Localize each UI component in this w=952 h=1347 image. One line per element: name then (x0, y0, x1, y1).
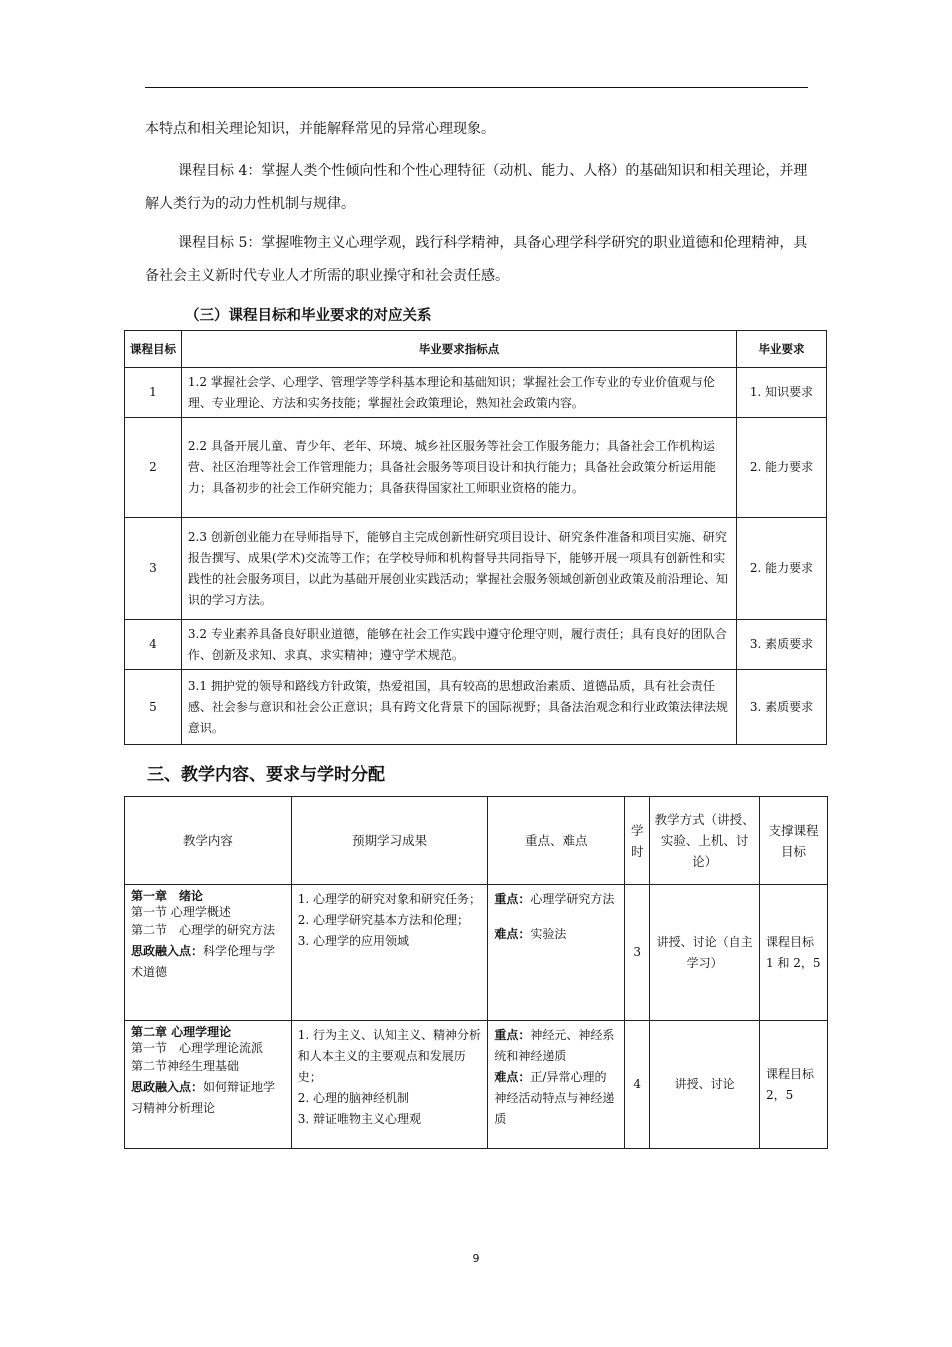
table-row (125, 670, 827, 745)
header-hours: 学时 (625, 797, 650, 885)
key-points-cell (488, 1021, 625, 1149)
indicator-text: 1.2 掌握社会学、心理学、管理学等学科基本理论和基础知识；掌握社会工作专业的专业价值观与伦理、专业理论、方法和实务技能；掌握社会政策理论，熟知社会政策内容。 (181, 368, 736, 418)
header-content: 教学内容 (125, 797, 292, 885)
outcome-cell (291, 885, 488, 1021)
indicator-text: 2.3 创新创业能力在导师指导下，能够自主完成创新性研究项目设计、研究条件准备和项目实施、研究报告撰写、成果(学术)交流等工作；在学校导师和机构督导共同指导下，能够开展一项具有创新性和实践性的社会服务项目，以此为基础开展创业实践活动；掌握社会服务领域创新创业政策及前沿理论、知识的学习方法。 (181, 518, 736, 620)
goal-requirement-table (124, 330, 827, 745)
header-key-points: 重点、难点 (488, 797, 625, 885)
hours-cell: 3 (625, 885, 650, 1021)
section-item: 第二节 心理学的研究方法 (131, 923, 276, 937)
intro-paragraph-1: 本特点和相关理论知识，并能解释常见的异常心理现象。 (145, 121, 495, 137)
indicator-text: 3.1 拥护党的领导和路线方针政策，热爱祖国，具有较高的思想政治素质、道德品质，具有社会责任感、社会参与意识和社会公正意识；具有跨文化背景下的国际视野；具备法治观念和行业政策法律法规意识。 (181, 670, 736, 745)
ideology-text: 如何辩证地学习精神分析理论 (131, 1080, 276, 1115)
outcome-item: 1. 心理学的研究对象和研究任务； (297, 892, 481, 906)
table-row (125, 368, 827, 418)
chapter-title: 第一章 绪论 (131, 889, 204, 903)
ideology-text: 科学伦理与学术道德 (131, 944, 276, 979)
intro-paragraph-goal-4: 课程目标 4：掌握人类个性倾向性和个性心理特征（动机、能力、人格）的基础知识和相关理论，并理解人类行为的动力性机制与规律。 (145, 163, 808, 212)
goal-number: 3 (125, 518, 182, 620)
table-header-row (125, 331, 827, 368)
table-row (125, 620, 827, 670)
table-header-row (125, 797, 828, 885)
table-row (125, 1021, 828, 1149)
indicator-text: 2.2 具备开展儿童、青少年、老年、环境、城乡社区服务等社会工作服务能力；具备社会工作机构运营、社区治理等社会工作管理能力；具备社会服务等项目设计和执行能力；具备社会政策分析运用能力；具备初步的社会工作研究能力；具备获得国家社工师职业资格的能力。 (181, 418, 736, 518)
chapter-title: 第二章 心理学理论 (131, 1025, 232, 1039)
section-heading: 三、教学内容、要求与学时分配 (147, 765, 385, 785)
method-cell: 讲授、讨论 (650, 1021, 760, 1149)
outcome-cell (291, 1021, 488, 1149)
mapping-heading: （三）课程目标和毕业要求的对应关系 (185, 308, 432, 324)
section-item: 第一节 心理学理论流派 (131, 1041, 264, 1055)
page-number: 9 (472, 1252, 480, 1265)
intro-paragraph-goal-5: 课程目标 5：掌握唯物主义心理学观，践行科学精神，具备心理学科学研究的职业道德和伦理精神，具备社会主义新时代专业人才所需的职业操守和社会责任感。 (145, 235, 808, 284)
hours-cell: 4 (625, 1021, 650, 1149)
requirement-text: 2. 能力要求 (737, 518, 827, 620)
outcome-item: 3. 心理学的应用领域 (297, 934, 409, 948)
key-label: 重点： (494, 1028, 531, 1042)
content-cell (125, 885, 292, 1021)
table-row (125, 885, 828, 1021)
difficult-text: 正/异常心理的神经活动特点与神经递质 (494, 1070, 615, 1126)
key-text: 心理学研究方法 (530, 892, 615, 906)
outcome-item: 3. 辩证唯物主义心理观 (297, 1112, 421, 1126)
key-points-cell (488, 885, 625, 1021)
header-goal: 课程目标 (125, 331, 182, 368)
outcome-item: 1. 行为主义、认知主义、精神分析和人本主义的主要观点和发展历史； (297, 1028, 481, 1084)
content-cell (125, 1021, 292, 1149)
header-requirement: 毕业要求 (737, 331, 827, 368)
header-outcome: 预期学习成果 (291, 797, 488, 885)
section-item: 第二节神经生理基础 (131, 1059, 240, 1073)
requirement-text: 3. 素质要求 (737, 620, 827, 670)
requirement-text: 3. 素质要求 (737, 670, 827, 745)
key-label: 重点： (494, 892, 531, 906)
goal-number: 1 (125, 368, 182, 418)
content-table (124, 796, 828, 1149)
header-rule (145, 87, 808, 88)
support-cell: 课程目标 1 和 2，5 (760, 885, 828, 1021)
table-row (125, 418, 827, 518)
requirement-text: 1. 知识要求 (737, 368, 827, 418)
section-item: 第一节 心理学概述 (131, 905, 231, 919)
ideology-label: 思政融入点： (131, 944, 204, 958)
goal-number: 5 (125, 670, 182, 745)
header-support: 支撑课程目标 (760, 797, 828, 885)
difficult-label: 难点： (494, 927, 531, 941)
header-indicator: 毕业要求指标点 (181, 331, 736, 368)
method-cell: 讲授、讨论（自主学习） (650, 885, 760, 1021)
indicator-text: 3.2 专业素养具备良好职业道德，能够在社会工作实践中遵守伦理守则，履行责任；具有良好的团队合作、创新及求知、求真、求实精神；遵守学术规范。 (181, 620, 736, 670)
goal-number: 2 (125, 418, 182, 518)
goal-number: 4 (125, 620, 182, 670)
ideology-label: 思政融入点： (131, 1080, 204, 1094)
table-row (125, 518, 827, 620)
key-text: 神经元、神经系统和神经递质 (494, 1028, 615, 1063)
requirement-text: 2. 能力要求 (737, 418, 827, 518)
support-cell: 课程目标 2，5 (760, 1021, 828, 1149)
outcome-item: 2. 心理的脑神经机制 (297, 1091, 409, 1105)
difficult-label: 难点： (494, 1070, 531, 1084)
difficult-text: 实验法 (530, 927, 567, 941)
outcome-item: 2. 心理学研究基本方法和伦理； (297, 913, 469, 927)
header-method: 教学方式（讲授、实验、上机、讨论） (650, 797, 760, 885)
